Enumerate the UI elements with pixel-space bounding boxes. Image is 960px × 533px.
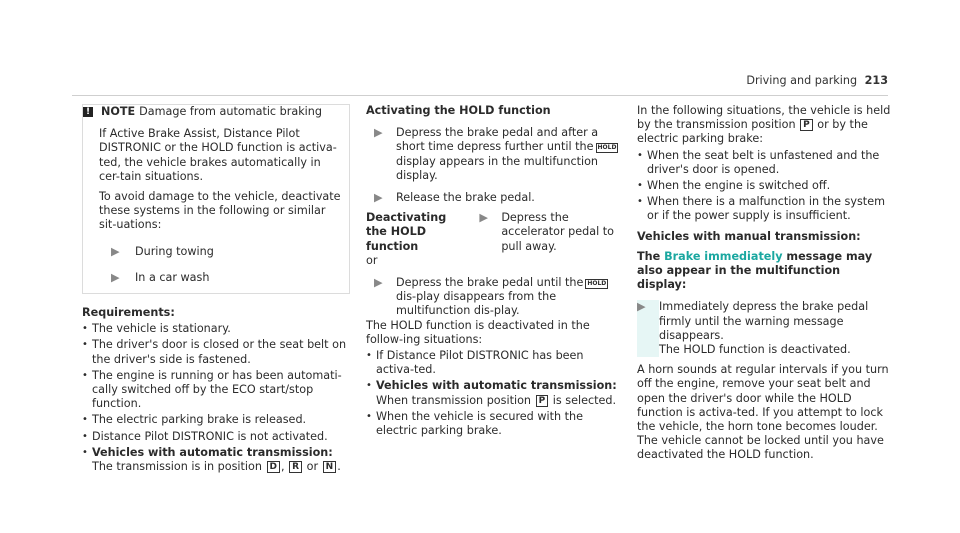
requirements-list [82, 322, 350, 474]
page-header [746, 74, 888, 88]
note-item-towing: ▶ During towing [99, 245, 341, 259]
header-rule [72, 95, 888, 96]
message-line: The Brake immediately message may also appear in the multifunction display: [637, 249, 873, 292]
list-item: • The engine is running or has been automati-cally switched off by the ECO start/stop function. [82, 368, 342, 411]
list-item: • When there is a malfunction in the system or if the power supply is insufficient. [637, 195, 885, 223]
column-1 [82, 104, 350, 474]
activating-step-1: ▶ Depress the brake pedal and after a short time depress further until the HOLDdisplay appears in the multifunction display. [374, 126, 617, 182]
list-item: • The electric parking brake is released. [82, 413, 307, 427]
section-title: Driving and parking [746, 74, 858, 87]
gear-key-p: P [800, 119, 813, 131]
manual-step-1: ▶ Immediately depress the brake pedal firmly until the warning message disappears. The HOLD function is deactivated. [637, 300, 869, 357]
deactivating-heading: Deactivating the HOLD function [366, 211, 447, 253]
arrow-icon: ▶ [637, 300, 659, 357]
arrow-icon: ▶ [111, 270, 120, 284]
column-3 [637, 104, 893, 463]
hold-symbol-icon: HOLD [597, 144, 617, 152]
or-label: or [366, 253, 378, 267]
held-list [637, 149, 893, 224]
deactivating-step-2: ▶ Depress the brake pedal until the HOLDdis-play disappears from the multifunction dis-play. [374, 276, 607, 318]
deactivation-list [366, 349, 624, 438]
page-number: 213 [864, 74, 888, 87]
hold-symbol-icon: HOLD [587, 280, 607, 288]
column-2 [366, 104, 624, 438]
gear-key-p: P [536, 395, 549, 407]
note-item-carwash: ▶ In a car wash [99, 271, 341, 285]
note-label: NOTE [101, 105, 136, 118]
list-item: • The vehicle is stationary. [82, 322, 231, 336]
gear-key-d: D [267, 461, 280, 473]
arrow-icon: ▶ [374, 126, 383, 140]
requirements-heading: Requirements: [82, 306, 175, 320]
note-box [82, 104, 350, 294]
note-text-1: If Active Brake Assist, Distance Pilot DISTRONIC or the HOLD function is activa-ted, the vehicle brakes automatically in cer-tain situations. [99, 127, 337, 183]
list-item: • Vehicles with automatic transmission: When transmission position P is selected. [366, 379, 617, 407]
list-item: • When the engine is switched off. [637, 179, 831, 193]
note-text-2: To avoid damage to the vehicle, deactivate these systems in the following or similar sit-uations: [99, 190, 341, 232]
arrow-icon: ▶ [111, 244, 120, 258]
list-item: • If Distance Pilot DISTRONIC has been activa-ted. [366, 349, 584, 377]
arrow-icon: ▶ [479, 211, 488, 225]
deactivating-step-1: Depress the accelerator pedal to pull away. [501, 211, 615, 253]
arrow-icon: ▶ [374, 276, 383, 290]
brake-immediately-message: Brake immediately [664, 249, 783, 263]
horn-paragraph: A horn sounds at regular intervals if you turn off the engine, remove your seat belt and open the driver's door while the HOLD function is activa-ted. If you attempt to lock the vehicle, the horn tone becomes louder. The vehicle cannot be locked until you have deactivated the HOLD function. [637, 363, 889, 462]
deactivation-intro: The HOLD function is deactivated in the follow-ing situations: [366, 318, 590, 346]
list-item: • When the vehicle is secured with the electric parking brake. [366, 409, 583, 438]
gear-key-n: N [323, 461, 337, 473]
manual-heading: Vehicles with manual transmission: [637, 229, 861, 243]
activating-heading: Activating the HOLD function [366, 104, 551, 117]
note-title [83, 105, 349, 119]
note-subtitle: Damage from automatic braking [139, 105, 322, 118]
list-item: • When the seat belt is unfastened and the driver's door is opened. [637, 148, 880, 176]
gear-key-r: R [289, 461, 302, 473]
held-intro: In the following situations, the vehicle is held by the transmission position P or by the electric parking brake: [637, 104, 891, 146]
list-item: • Distance Pilot DISTRONIC is not activated. [82, 429, 328, 443]
warning-icon: ! [83, 107, 93, 117]
list-item: • Vehicles with automatic transmission: The transmission is in position D , R or N . [82, 445, 341, 474]
arrow-icon: ▶ [374, 191, 383, 205]
list-item: • The driver's door is closed or the seat belt on the driver's side is fastened. [82, 338, 347, 366]
activating-step-2: ▶ Release the brake pedal. [374, 191, 535, 205]
